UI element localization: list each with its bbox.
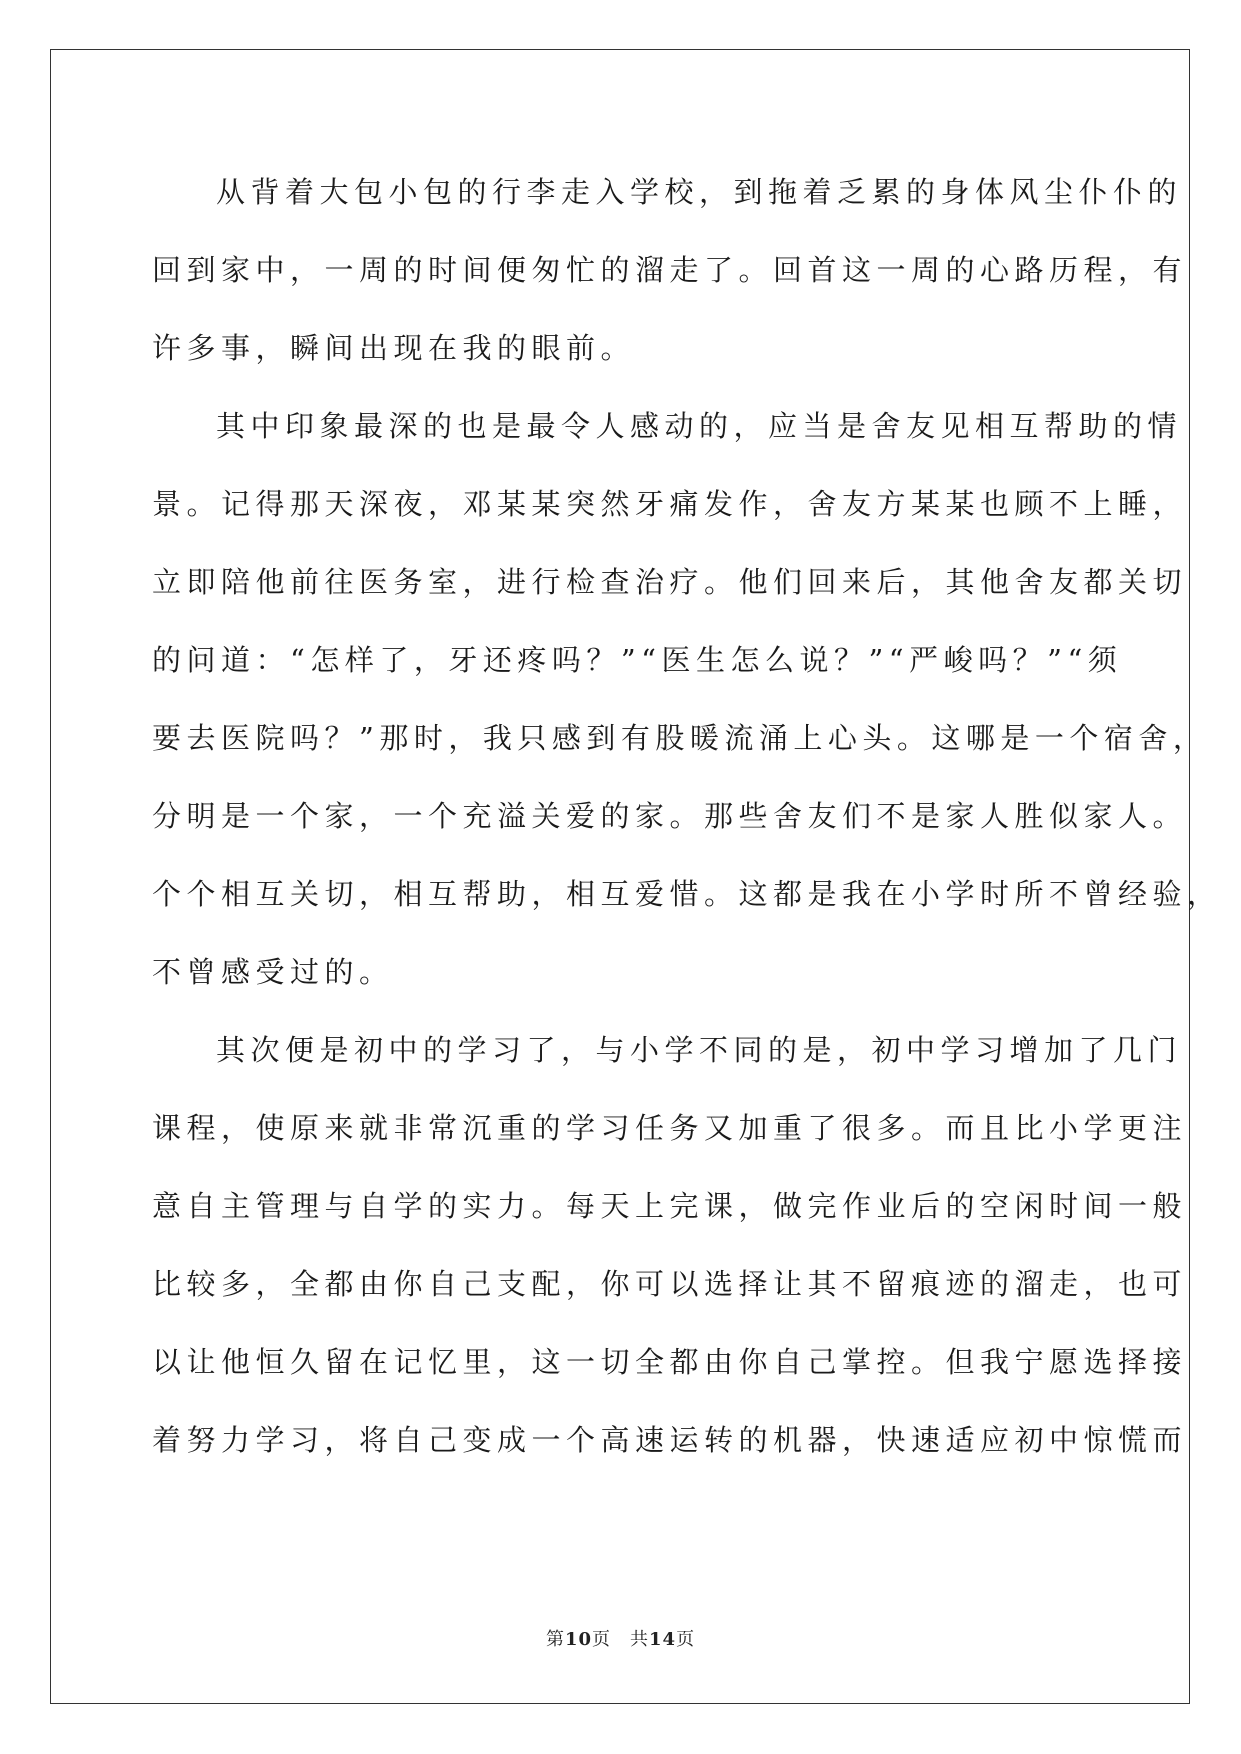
paragraph-1-line-3: 许多事，瞬间出现在我的眼前。 (152, 331, 636, 365)
paragraph-1-line-2: 回到家中，一周的时间便匆忙的溜走了。回首这一周的心路历程，有 (152, 253, 1188, 287)
paragraph-1-line-1: 从背着大包小包的行李走入学校，到拖着乏累的身体风尘仆仆的 (216, 175, 1183, 209)
document-body (152, 162, 1222, 1488)
current-page-number: 10 (564, 1629, 592, 1650)
footer-prefix: 第 (545, 1629, 565, 1650)
footer-middle: 页 共 (592, 1629, 649, 1650)
paragraph-3-line-4: 比较多，全都由你自己支配，你可以选择让其不留痕迹的溜走，也可 (152, 1267, 1188, 1301)
paragraph-2-line-3: 立即陪他前往医务室，进行检查治疗。他们回来后，其他舍友都关切 (152, 565, 1188, 599)
paragraph-3-line-5: 以让他恒久留在记忆里，这一切全都由你自己掌控。但我宁愿选择接 (152, 1345, 1188, 1379)
paragraph-2-line-4: 的问道：“怎样了，牙还疼吗？”“医生怎么说？”“严峻吗？”“须 (152, 643, 1123, 677)
paragraph-3-line-3: 意自主管理与自学的实力。每天上完课，做完作业后的空闲时间一般 (152, 1189, 1188, 1223)
paragraph-3-line-2: 课程，使原来就非常沉重的学习任务又加重了很多。而且比小学更注 (152, 1111, 1188, 1145)
paragraph-2-line-1: 其中印象最深的也是最令人感动的，应当是舍友见相互帮助的情 (216, 409, 1183, 443)
paragraph-2-line-8: 不曾感受过的。 (152, 955, 394, 989)
paragraph-3-line-1: 其次便是初中的学习了，与小学不同的是，初中学习增加了几门 (216, 1033, 1183, 1067)
paragraph-2-line-7: 个个相互关切，相互帮助，相互爱惜。这都是我在小学时所不曾经验， (152, 877, 1222, 911)
paragraph-2-line-5: 要去医院吗？”那时，我只感到有股暖流涌上心头。这哪是一个宿舍， (152, 721, 1208, 755)
paragraph-2-line-6: 分明是一个家，一个充溢关爱的家。那些舍友们不是家人胜似家人。 (152, 799, 1188, 833)
page-footer (0, 1625, 1241, 1651)
paragraph-3-line-6: 着努力学习，将自己变成一个高速运转的机器，快速适应初中惊慌而 (152, 1423, 1188, 1457)
total-page-number: 14 (649, 1629, 677, 1650)
paragraph-2-line-2: 景。记得那天深夜，邓某某突然牙痛发作，舍友方某某也顾不上睡， (152, 487, 1188, 521)
footer-suffix: 页 (676, 1629, 696, 1650)
